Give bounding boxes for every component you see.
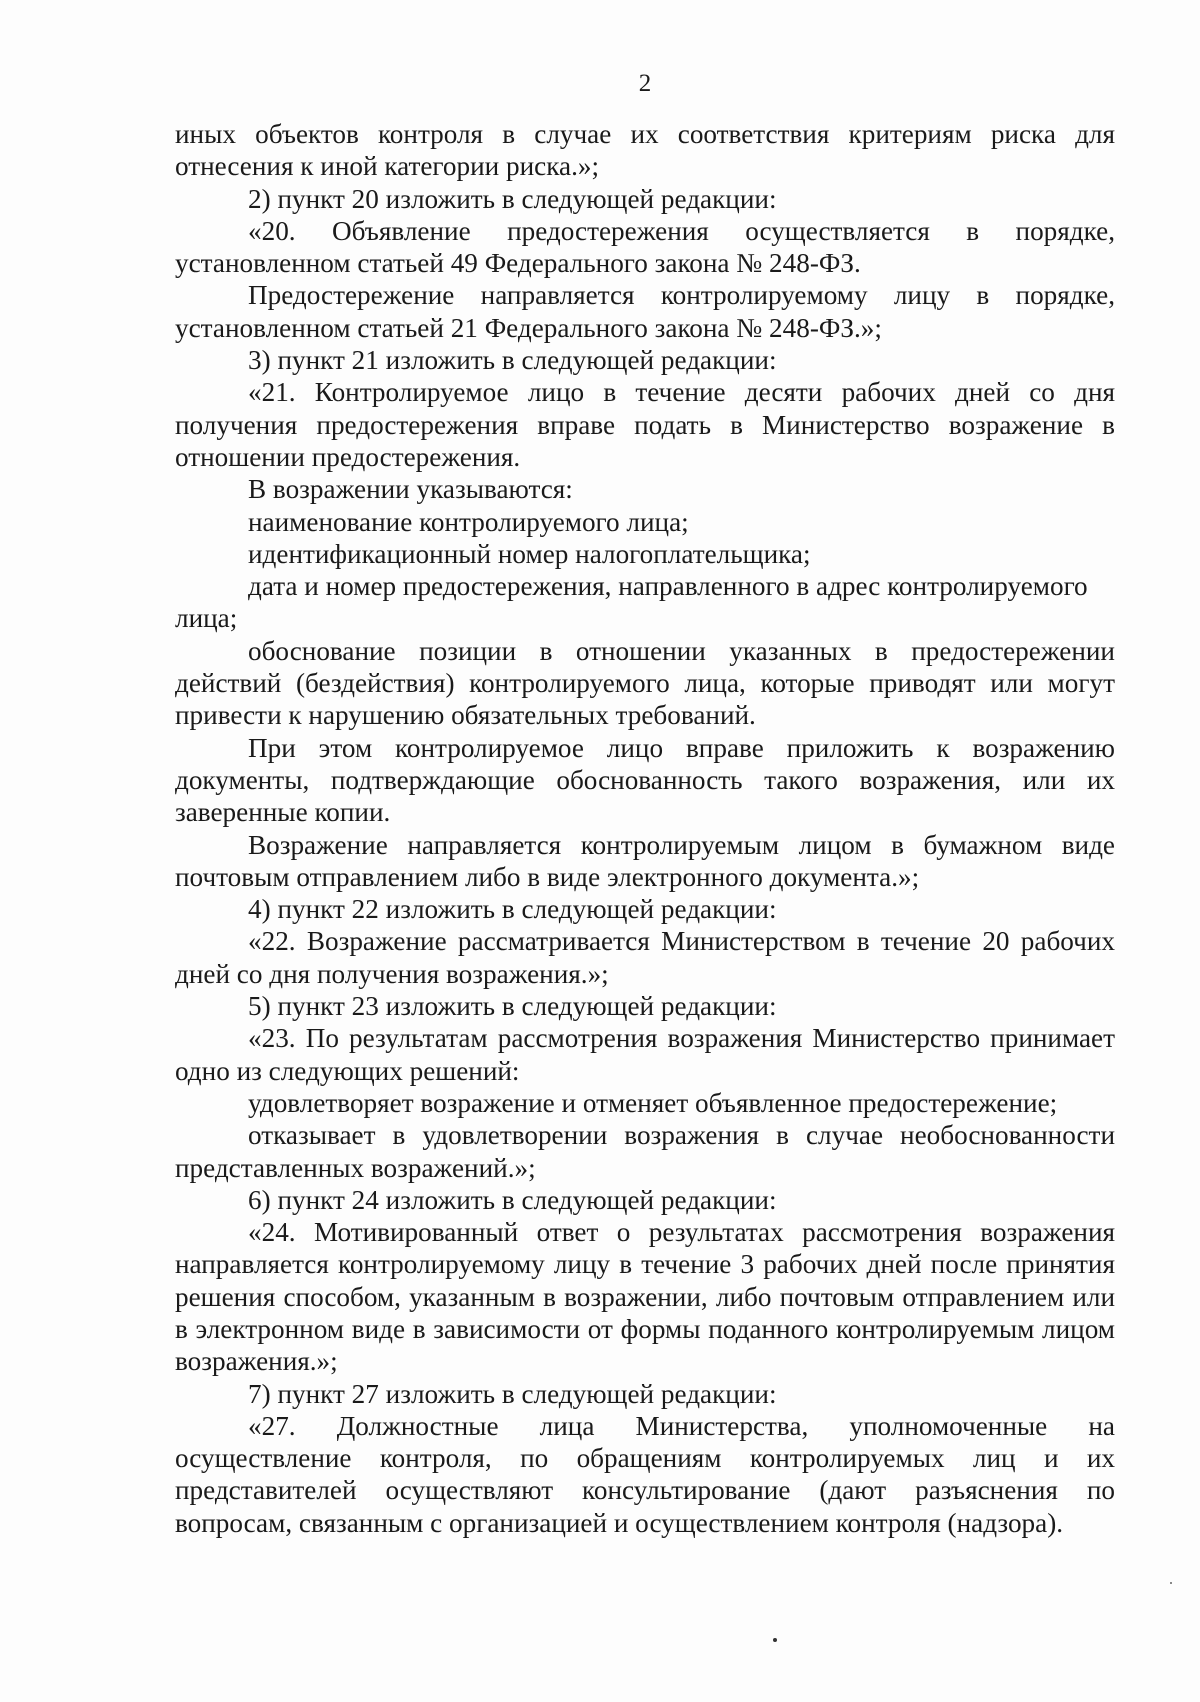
- paragraph: иных объектов контроля в случае их соответствия критериям риска для отнесения к иной категории риска.»;: [175, 119, 1115, 182]
- paragraph: 7) пункт 27 изложить в следующей редакции:: [248, 1378, 777, 1409]
- paragraph: дата и номер предостережения, направленного в адрес контролируемого лица;: [175, 571, 1088, 634]
- paragraph: Предостережение направляется контролируемому лицу в порядке, установленном статьей 21 Федерального закона № 248-ФЗ.»;: [175, 280, 1115, 343]
- paragraph: 4) пункт 22 изложить в следующей редакции:: [248, 894, 777, 925]
- paragraph: идентификационный номер налогоплательщика;: [248, 538, 811, 569]
- paragraph: удовлетворяет возражение и отменяет объявленное предостережение;: [248, 1087, 1058, 1118]
- paragraph: 3) пункт 21 изложить в следующей редакции:: [248, 345, 777, 376]
- paragraph: «24. Мотивированный ответ о результатах рассмотрения возражения направляется контролируемому лицу в течение 3 рабочих дней после принятия решения способом, указанным в возражении, либо почтовым отправлением или в электронном виде в зависимости от формы поданного контролируемым лицом возражения.»;: [175, 1217, 1115, 1377]
- paragraph: обоснование позиции в отношении указанных в предостережении действий (бездействия) контролируемого лица, которые приводят или могут привести к нарушению обязательных требований.: [175, 635, 1115, 731]
- paragraph: В возражении указываются:: [248, 474, 573, 505]
- document-body: [175, 118, 1115, 1539]
- paragraph: Возражение направляется контролируемым лицом в бумажном виде почтовым отправлением либо в виде электронного документа.»;: [175, 829, 1115, 892]
- scan-speck: [1170, 1582, 1172, 1584]
- paragraph: «20. Объявление предостережения осуществляется в порядке, установленном статьей 49 Федерального закона № 248-ФЗ.: [175, 215, 1115, 279]
- paragraph: «23. По результатам рассмотрения возражения Министерство принимает одно из следующих решений:: [175, 1023, 1115, 1086]
- page-number: 2: [638, 70, 652, 97]
- paragraph: «22. Возражение рассматривается Министерством в течение 20 рабочих дней со дня получения возражения.»;: [175, 926, 1115, 989]
- paragraph: «27. Должностные лица Министерства, уполномоченные на осуществление контроля, по обращениям контролируемых лиц и их представителей осуществляют консультирование (дают разъяснения по вопросам, связанным с организацией и осуществлением контроля (надзора).: [175, 1410, 1115, 1538]
- paragraph: 6) пункт 24 изложить в следующей редакции:: [248, 1184, 777, 1215]
- paragraph: «21. Контролируемое лицо в течение десяти рабочих дней со дня получения предостережения вправе подать в Министерство возражение в отношении предостережения.: [175, 377, 1115, 472]
- paragraph: отказывает в удовлетворении возражения в случае необоснованности представленных возражений.»;: [175, 1120, 1115, 1183]
- scan-speck: [773, 1638, 777, 1642]
- paragraph: наименование контролируемого лица;: [248, 506, 689, 537]
- paragraph: 5) пункт 23 изложить в следующей редакции:: [248, 991, 777, 1022]
- paragraph: При этом контролируемое лицо вправе приложить к возражению документы, подтверждающие обоснованность такого возражения, или их заверенные копии.: [175, 732, 1115, 828]
- paragraph: 2) пункт 20 изложить в следующей редакции:: [248, 183, 777, 214]
